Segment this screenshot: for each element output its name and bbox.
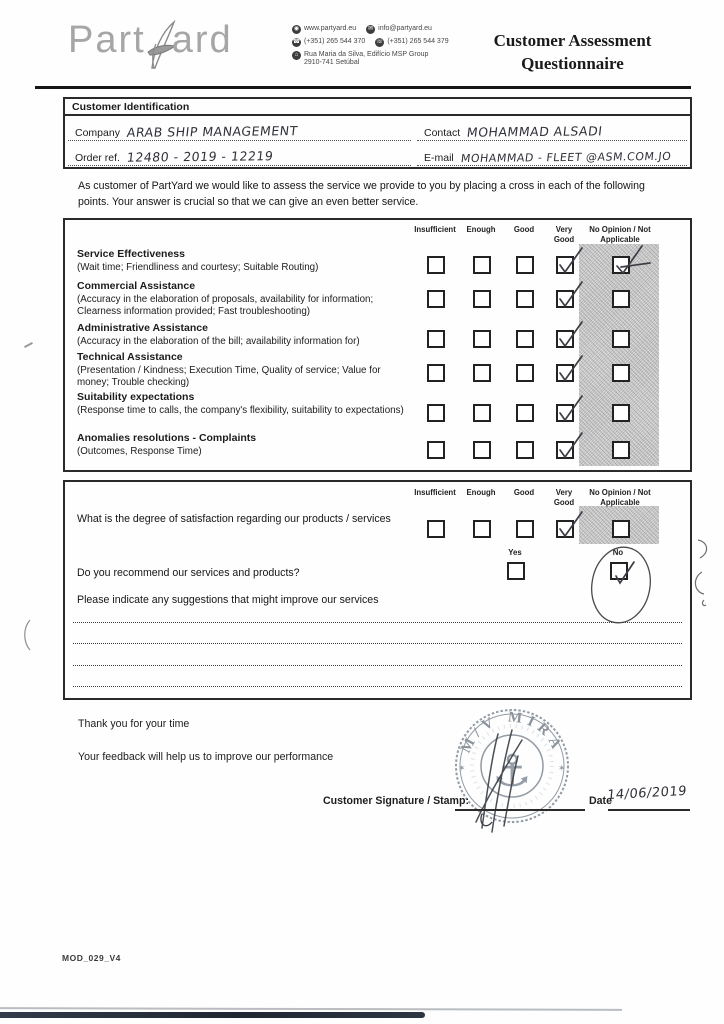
r4-checkbox-very-good[interactable] (556, 364, 574, 382)
column-header-very-good: Very Good (553, 225, 575, 245)
row-desc: (Response time to calls, the company's flexibility, suitability to expectations) (77, 404, 404, 416)
form-code: MOD_029_V4 (62, 953, 121, 963)
contact-field (417, 116, 687, 141)
column-header-enough: Enough (466, 225, 496, 234)
suggestion-line (73, 665, 682, 666)
order-ref-value-handwritten: 12480 - 2019 - 12219 (126, 148, 275, 165)
company-field (68, 116, 411, 141)
fax-icon: ☏ (376, 39, 384, 45)
suggestion-line (73, 643, 682, 644)
satisfaction-question: What is the degree of satisfaction regarding our products / services (77, 513, 391, 525)
r6-checkbox-no-opinion[interactable] (612, 441, 630, 459)
email-label: E-mail (424, 152, 454, 164)
pen-circle-around-no (581, 540, 665, 634)
email-field (417, 141, 687, 166)
date-value-handwritten: 14/06/2019 (606, 783, 688, 804)
row-commercial-assistance (77, 280, 415, 318)
row-desc: (Outcomes, Response Time) (77, 445, 202, 457)
no-label: No (612, 548, 624, 557)
r6-checkbox-enough[interactable] (473, 441, 491, 459)
row-service-effectiveness (77, 248, 415, 274)
r2-checkbox-enough[interactable] (473, 290, 491, 308)
scan-edge-line (0, 1007, 622, 1011)
suggestion-line (73, 622, 682, 623)
r2-checkbox-very-good[interactable] (556, 290, 574, 308)
satisfaction-checkbox-very-good[interactable] (556, 520, 574, 538)
company-value-handwritten: ARAB SHIP MANAGEMENT (126, 123, 299, 140)
satisfaction-checkbox-insufficient[interactable] (427, 520, 445, 538)
logo-text-before: Part (68, 19, 146, 61)
r5-checkbox-enough[interactable] (473, 404, 491, 422)
stamp-star-right: ✶ (558, 763, 566, 773)
row-anomalies-resolutions (77, 432, 415, 458)
column-header-very-good: Very Good (553, 488, 575, 508)
signature-label: Customer Signature / Stamp: (323, 795, 469, 807)
row-desc: (Wait time; Friendliness and courtesy; Suitable Routing) (77, 261, 319, 273)
r4-checkbox-insufficient[interactable] (427, 364, 445, 382)
page-title-line1: Customer Assessment (493, 31, 652, 50)
r5-checkbox-insufficient[interactable] (427, 404, 445, 422)
company-label: Company (75, 127, 120, 139)
satisfaction-table (63, 480, 692, 700)
r6-checkbox-insufficient[interactable] (427, 441, 445, 459)
row-desc: (Accuracy in the elaboration of the bill; availability information for) (77, 335, 360, 347)
partyard-logo (68, 18, 233, 74)
date-label: Date (589, 795, 612, 807)
yes-label: Yes (508, 548, 522, 557)
r4-checkbox-no-opinion[interactable] (612, 364, 630, 382)
contact-value-handwritten: MOHAMMAD ALSADI (466, 123, 604, 140)
recommend-question: Do you recommend our services and products? (77, 567, 300, 579)
row-suitability-expectations (77, 391, 415, 417)
website-url: www.partyard.eu (304, 25, 357, 33)
stamp-star-left: ✶ (458, 763, 466, 773)
r1-checkbox-enough[interactable] (473, 256, 491, 274)
satisfaction-checkbox-enough[interactable] (473, 520, 491, 538)
signature-line (455, 809, 585, 811)
feedback-text: Your feedback will help us to improve our performance (78, 751, 334, 763)
address (304, 51, 428, 67)
r2-checkbox-good[interactable] (516, 290, 534, 308)
order-ref-label: Order ref. (75, 152, 120, 164)
r1-checkbox-no-opinion[interactable] (612, 256, 630, 274)
r2-checkbox-no-opinion[interactable] (612, 290, 630, 308)
row-title: Suitability expectations (77, 391, 195, 403)
row-title: Administrative Assistance (77, 322, 208, 334)
r6-checkbox-very-good[interactable] (556, 441, 574, 459)
scan-artifact-mark (24, 342, 33, 348)
page-title (450, 30, 695, 76)
r3-checkbox-insufficient[interactable] (427, 330, 445, 348)
r3-checkbox-no-opinion[interactable] (612, 330, 630, 348)
customer-signature (468, 726, 540, 836)
r5-checkbox-very-good[interactable] (556, 404, 574, 422)
r4-checkbox-enough[interactable] (473, 364, 491, 382)
scan-edge-bar (0, 1012, 425, 1018)
r1-checkbox-insufficient[interactable] (427, 256, 445, 274)
r3-checkbox-good[interactable] (516, 330, 534, 348)
r1-checkbox-good[interactable] (516, 256, 534, 274)
row-technical-assistance (77, 351, 415, 389)
row-administrative-assistance (77, 322, 415, 348)
phone-number: (+351) 265 544 370 (304, 38, 366, 46)
thanks-text: Thank you for your time (78, 718, 190, 730)
address-icon: ⌂ (292, 51, 301, 60)
r6-checkbox-good[interactable] (516, 441, 534, 459)
r5-checkbox-good[interactable] (516, 404, 534, 422)
order-ref-field (68, 141, 411, 166)
satisfaction-checkbox-good[interactable] (516, 520, 534, 538)
customer-identification-section (63, 97, 692, 169)
pen-artifact-squiggle (688, 538, 716, 610)
anchor-icon: ⚓ (492, 746, 532, 797)
r1-checkbox-very-good[interactable] (556, 256, 574, 274)
date-line (608, 809, 690, 811)
r4-checkbox-good[interactable] (516, 364, 534, 382)
column-header-good: Good (513, 225, 535, 234)
page-title-line2: Questionnaire (521, 53, 624, 73)
assessment-table (63, 218, 692, 472)
recommend-checkbox-yes[interactable] (507, 562, 525, 580)
section-title: Customer Identification (65, 99, 690, 116)
contact-label: Contact (424, 127, 461, 139)
logo-text-after: ard (171, 19, 233, 61)
stamp-text: M/V MIRA (458, 709, 566, 756)
email-value-handwritten: MOHAMMAD - FLEET @ASM.COM.JO (459, 149, 672, 166)
suggestions-label: Please indicate any suggestions that might improve our services (77, 594, 379, 606)
row-desc: (Presentation / Kindness; Execution Time, Quality of service; Value for money; Trouble checking) (77, 364, 381, 388)
row-title: Technical Assistance (77, 351, 183, 363)
r5-checkbox-no-opinion[interactable] (612, 404, 630, 422)
identification-row (65, 141, 690, 166)
column-header-insufficient: Insufficient (414, 488, 456, 497)
identification-row (65, 116, 690, 141)
row-title: Commercial Assistance (77, 280, 196, 292)
website-icon: ◉ (293, 26, 300, 32)
suggestion-line (73, 686, 682, 687)
column-header-insufficient: Insufficient (414, 225, 456, 234)
header-divider (35, 86, 691, 89)
phone-icon: ☎ (292, 39, 301, 45)
r3-checkbox-very-good[interactable] (556, 330, 574, 348)
row-desc: (Accuracy in the elaboration of proposals, availability for information; Clearness information provided; Fast troubleshooting) (77, 293, 374, 317)
satisfaction-checkbox-no-opinion[interactable] (612, 520, 630, 538)
column-header-no-opinion: No Opinion / Not Applicable (589, 488, 651, 508)
row-title: Anomalies resolutions - Complaints (77, 432, 257, 444)
intro-paragraph: As customer of PartYard we would like to assess the service we provide to you by placing a cross in each of the following points. Your answer is crucial so that we can give an even better service. (78, 180, 645, 208)
email-address: info@partyard.eu (378, 25, 432, 33)
row-title: Service Effectiveness (77, 248, 185, 260)
r2-checkbox-insufficient[interactable] (427, 290, 445, 308)
scan-artifact-curve (20, 618, 34, 652)
column-header-good: Good (513, 488, 535, 497)
email-icon: ✉ (368, 26, 374, 32)
fax-number: (+351) 265 544 379 (387, 38, 449, 46)
column-header-enough: Enough (466, 488, 496, 497)
column-header-no-opinion: No Opinion / Not Applicable (589, 225, 651, 245)
address-line2: 2910-741 Setúbal (304, 59, 360, 67)
address-line1: Rua Maria da Silva, Edifício MSP Group (304, 51, 429, 58)
r3-checkbox-enough[interactable] (473, 330, 491, 348)
no-opinion-shaded-band (579, 244, 659, 466)
